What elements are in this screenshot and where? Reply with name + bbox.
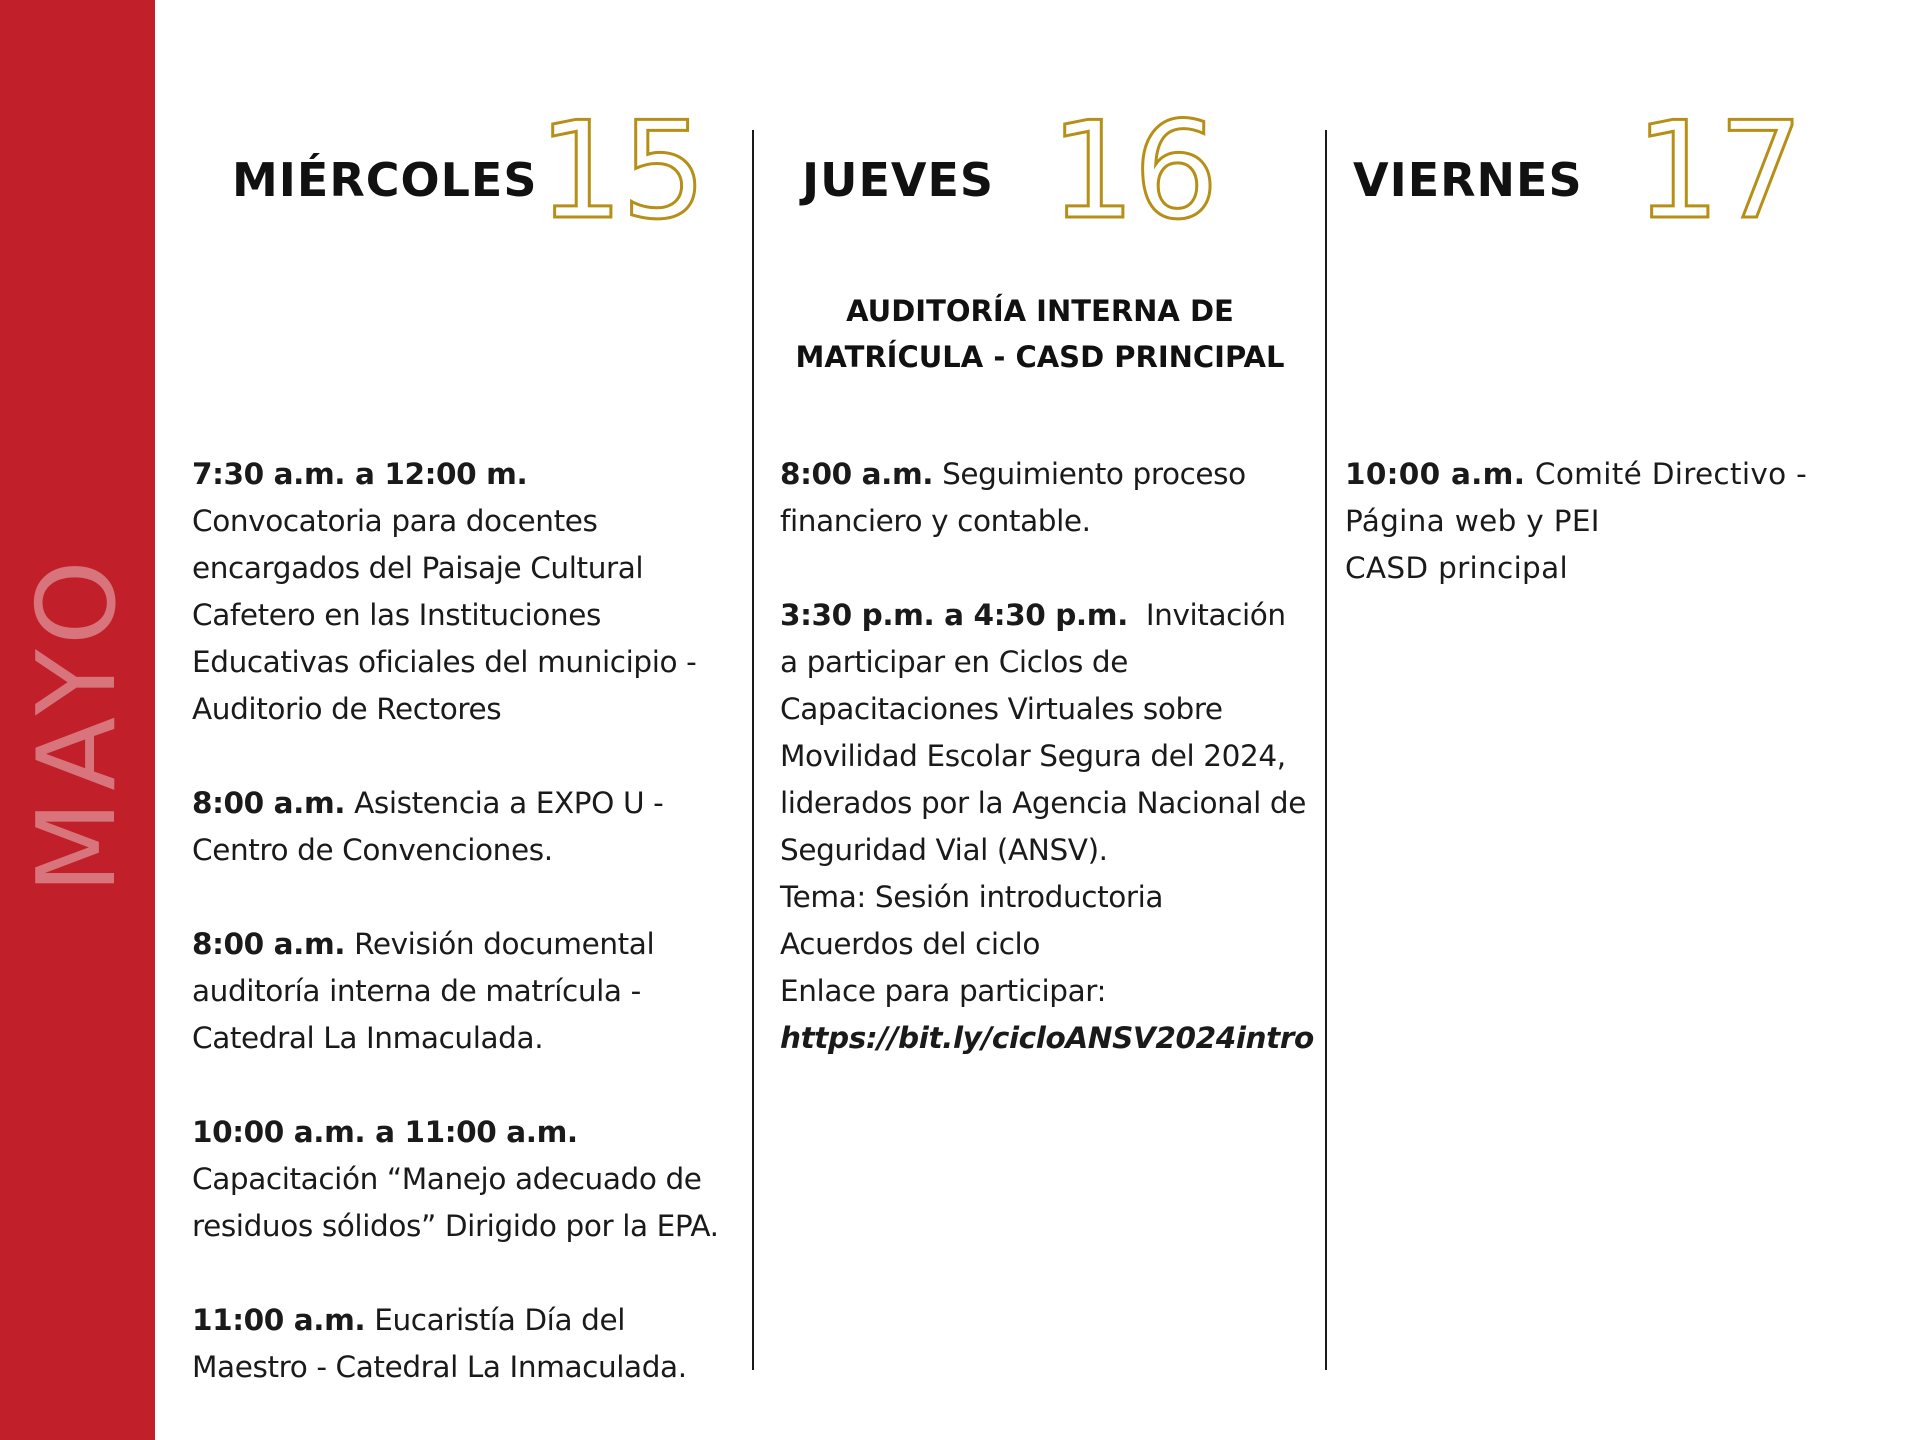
event-item bbox=[192, 921, 732, 1062]
day-name-friday: VIERNES bbox=[1353, 153, 1583, 207]
event-item bbox=[1345, 451, 1845, 592]
event-description: Comité Directivo - Página web y PEI bbox=[1345, 457, 1808, 538]
event-time: 8:00 a.m. bbox=[780, 457, 934, 491]
banner-line: MATRÍCULA - CASD PRINCIPAL bbox=[795, 340, 1285, 374]
event-time: 8:00 a.m. bbox=[192, 786, 346, 820]
event-item bbox=[192, 451, 732, 733]
event-description: Asistencia a EXPO U - Centro de Convenciones. bbox=[192, 786, 664, 867]
event-item bbox=[192, 780, 732, 874]
thursday-schedule bbox=[780, 451, 1314, 1062]
event-time: 7:30 a.m. a 12:00 m. bbox=[192, 457, 528, 491]
event-item bbox=[192, 1109, 732, 1250]
day-name-thursday: JUEVES bbox=[802, 153, 995, 207]
banner-line: AUDITORÍA INTERNA DE bbox=[846, 294, 1234, 328]
day-name-wednesday: MIÉRCOLES bbox=[232, 153, 538, 207]
event-time: 10:00 a.m. a 11:00 a.m. bbox=[192, 1115, 578, 1149]
event-description: Convocatoria para docentes encargados del Paisaje Cultural Cafetero en las Instituciones Educativas oficiales del municipio - Auditorio de Rectores bbox=[192, 504, 697, 726]
day-number-wednesday: 15 bbox=[538, 93, 705, 249]
day-number-friday: 17 bbox=[1635, 93, 1802, 249]
event-description: Revisión documental auditoría interna de matrícula - Catedral La Inmaculada. bbox=[192, 927, 655, 1055]
event-description: Eucaristía Día del Maestro - Catedral La Inmaculada. bbox=[192, 1303, 687, 1384]
event-description: Seguimiento proceso financiero y contable. bbox=[780, 457, 1246, 538]
link-label: Enlace para participar: bbox=[780, 974, 1107, 1008]
event-topic: Tema: Sesión introductoria bbox=[780, 880, 1164, 914]
column-divider bbox=[752, 130, 754, 1370]
wednesday-schedule bbox=[192, 451, 732, 1391]
event-item bbox=[780, 451, 1310, 545]
registration-link[interactable]: https://bit.ly/cicloANSV2024intro bbox=[780, 1021, 1314, 1055]
event-location: CASD principal bbox=[1345, 551, 1568, 585]
day-number-thursday: 16 bbox=[1050, 93, 1217, 249]
event-time: 10:00 a.m. bbox=[1345, 457, 1526, 491]
event-item bbox=[780, 592, 1314, 1062]
event-description: Capacitación “Manejo adecuado de residuos sólidos” Dirigido por la EPA. bbox=[192, 1162, 719, 1243]
friday-schedule bbox=[1345, 451, 1845, 592]
event-time: 3:30 p.m. a 4:30 p.m. bbox=[780, 598, 1128, 632]
event-time: 8:00 a.m. bbox=[192, 927, 346, 961]
event-item bbox=[192, 1297, 732, 1391]
month-label: MAYO bbox=[15, 550, 140, 894]
event-time: 11:00 a.m. bbox=[192, 1303, 366, 1337]
audit-banner bbox=[790, 288, 1290, 380]
event-description: Invitación a participar en Ciclos de Capacitaciones Virtuales sobre Movilidad Escolar Segura del 2024, liderados por la Agencia Nacional de Seguridad Vial (ANSV). bbox=[780, 598, 1306, 867]
column-divider bbox=[1325, 130, 1327, 1370]
event-agenda: Acuerdos del ciclo bbox=[780, 927, 1040, 961]
month-sidebar bbox=[0, 0, 155, 1440]
